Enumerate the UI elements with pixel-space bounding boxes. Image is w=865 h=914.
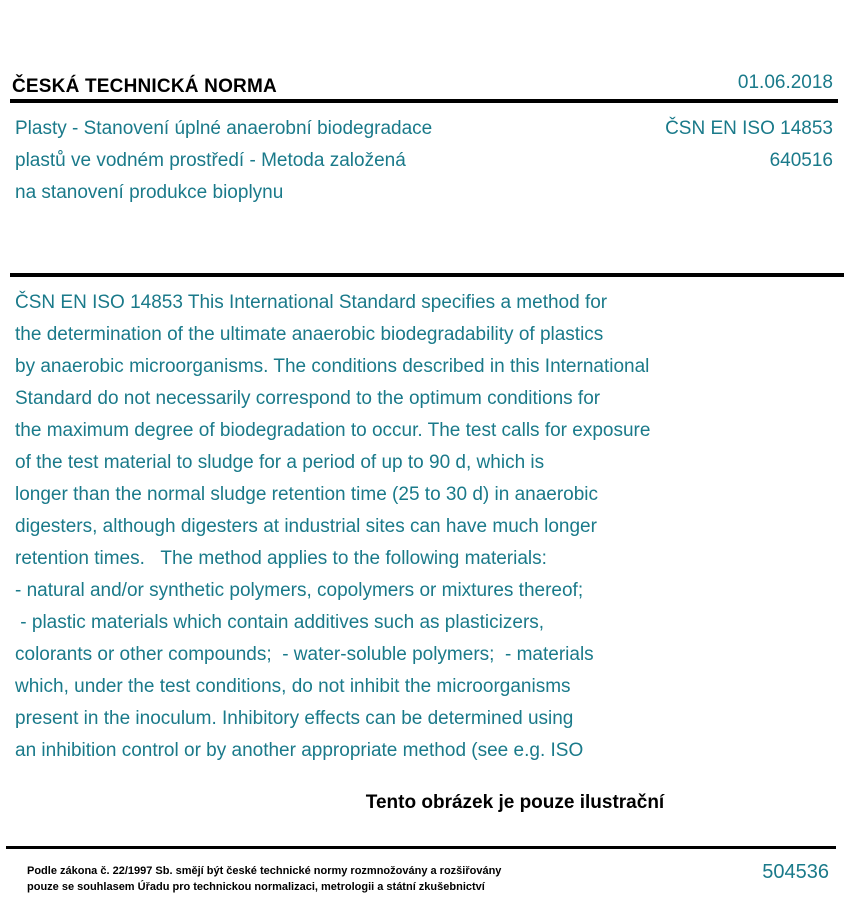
abstract-line: the maximum degree of biodegradation to occur. The test calls for exposure: [15, 420, 651, 441]
abstract-text: [15, 287, 845, 767]
title-line: na stanovení produkce bioplynu: [15, 182, 284, 203]
illustration-note: Tento obrázek je pouze ilustrační: [365, 792, 665, 813]
abstract-line: by anaerobic microorganisms. The conditions described in this International: [15, 356, 650, 377]
document-number: 504536: [762, 861, 829, 883]
standard-title: [15, 113, 535, 209]
abstract-line: longer than the normal sludge retention time (25 to 30 d) in anaerobic: [15, 484, 599, 505]
legal-line: pouze se souhlasem Úřadu pro technickou normalizaci, metrologii a státní zkušebnictví: [27, 881, 485, 893]
section-divider: [10, 273, 844, 277]
abstract-line: an inhibition control or by another appropriate method (see e.g. ISO: [15, 740, 584, 761]
abstract-line: - natural and/or synthetic polymers, copolymers or mixtures thereof;: [15, 580, 584, 601]
abstract-line: digesters, although digesters at industrial sites can have much longer: [15, 516, 597, 537]
abstract-line: Standard do not necessarily correspond to the optimum conditions for: [15, 388, 601, 409]
legal-notice: [27, 863, 501, 895]
standard-codes: [665, 113, 833, 177]
footer-divider: [6, 846, 836, 849]
abstract-line: retention times. The method applies to the following materials:: [15, 548, 547, 569]
abstract-line: the determination of the ultimate anaerobic biodegradability of plastics: [15, 324, 604, 345]
abstract-line: of the test material to sludge for a period of up to 90 d, which is: [15, 452, 545, 473]
brand-title: ČESKÁ TECHNICKÁ NORMA: [12, 76, 277, 97]
abstract-line: ČSN EN ISO 14853 This International Standard specifies a method for: [15, 292, 608, 313]
abstract-line: - plastic materials which contain additives such as plasticizers,: [15, 612, 545, 633]
header-divider: [10, 99, 838, 103]
publication-date: 01.06.2018: [737, 72, 833, 93]
classification-number: 640516: [769, 150, 833, 171]
title-line: plastů ve vodném prostředí - Metoda založená: [15, 150, 406, 171]
abstract-line: which, under the test conditions, do not inhibit the microorganisms: [15, 676, 571, 697]
standard-number: ČSN EN ISO 14853: [665, 118, 833, 139]
legal-line: Podle zákona č. 22/1997 Sb. smějí být české technické normy rozmnožovány a rozšiřovány: [27, 865, 502, 877]
abstract-line: colorants or other compounds; - water-soluble polymers; - materials: [15, 644, 594, 665]
abstract-line: present in the inoculum. Inhibitory effects can be determined using: [15, 708, 574, 729]
title-line: Plasty - Stanovení úplné anaerobní biodegradace: [15, 118, 433, 139]
